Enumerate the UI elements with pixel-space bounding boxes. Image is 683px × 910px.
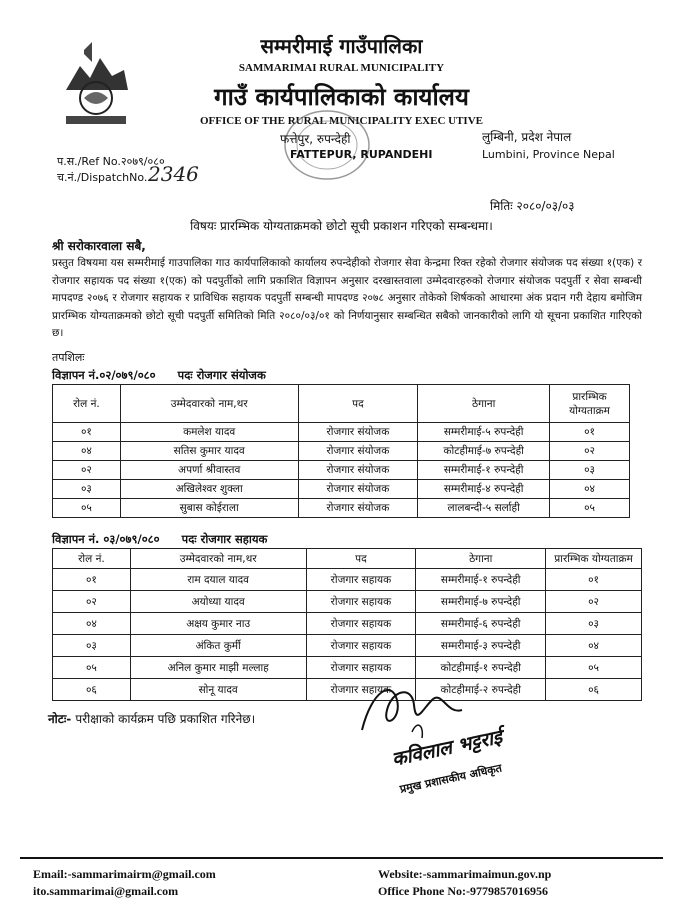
table-header-row: [53, 549, 642, 569]
footer-phone: Office Phone No:-9779857016956: [378, 884, 548, 898]
merit-rank: ०३: [550, 461, 630, 480]
merit-rank: ०५: [550, 499, 630, 518]
post-name: रोजगार सहायक: [306, 657, 416, 679]
footer-email-1: Email:-sammarimairm@gmail.com: [33, 867, 216, 881]
address: सम्मरीमाई-४ रुपन्देही: [418, 480, 550, 499]
table-row: [53, 461, 630, 480]
note-label: नोटः-: [48, 712, 72, 726]
candidate-name: सोनू यादव: [130, 679, 306, 701]
letter-subject: विषयः प्रारम्भिक योग्यताक्रमको छोटो सूची प्रकाशन गरिएको सम्बन्धमा।: [190, 219, 493, 233]
table-row: [53, 480, 630, 499]
candidate-name: सुबास कोईराला: [120, 499, 298, 518]
col-header: प्रारम्भिक योग्यताक्रम: [546, 549, 642, 569]
roll-number: ०३: [53, 635, 131, 657]
col-header: प्रारम्भिक योग्यताक्रम: [550, 385, 630, 423]
footer-divider: [20, 857, 663, 859]
signer-title: प्रमुख प्रशासकीय अधिकृत: [398, 761, 504, 796]
table-row: [53, 569, 642, 591]
province-en: Lumbini, Province Nepal: [482, 148, 615, 161]
table-row: [53, 591, 642, 613]
post-name: रोजगार सहायक: [306, 613, 416, 635]
post-name: रोजगार सहायक: [306, 569, 416, 591]
dispatch-label: च.नं./DispatchNo.: [57, 171, 148, 184]
merit-rank: ०१: [550, 423, 630, 442]
province-np: लुम्बिनी, प्रदेश नेपाल: [482, 130, 572, 144]
roll-number: ०३: [53, 480, 121, 499]
post-name: रोजगार सहायक: [306, 679, 416, 701]
roll-number: ०५: [53, 657, 131, 679]
merit-rank: ०३: [546, 613, 642, 635]
address: सम्मरीमाई-३ रुपन्देही: [416, 635, 546, 657]
reference-number: प.स./Ref No.२०७९/०८०: [57, 155, 165, 168]
signer-name: कविलाल भट्टराई: [389, 725, 505, 771]
roll-number: ०२: [53, 591, 131, 613]
municipality-name-np: सम्मरीमाई गाउँपालिका: [260, 34, 423, 58]
footer-email-2: ito.sammarimai@gmail.com: [33, 884, 179, 898]
candidate-name: अयोध्या यादव: [130, 591, 306, 613]
vacancy-post: पदः रोजगार सहायक: [181, 532, 268, 546]
roll-number: ०४: [53, 442, 121, 461]
col-header: उम्मेदवारको नाम,थर: [120, 385, 298, 423]
note: [48, 710, 255, 727]
post-name: रोजगार संयोजक: [298, 499, 418, 518]
location-np: फत्तेपुर, रुपन्देही: [280, 132, 351, 146]
dispatch-number: 2346: [148, 162, 199, 186]
vacancy-heading-2: [52, 532, 285, 547]
table-row: [53, 635, 642, 657]
post-name: रोजगार संयोजक: [298, 423, 418, 442]
merit-rank: ०२: [546, 591, 642, 613]
col-header: ठेगाना: [418, 385, 550, 423]
col-header: रोल नं.: [53, 385, 121, 423]
post-name: रोजगार संयोजक: [298, 461, 418, 480]
post-name: रोजगार संयोजक: [298, 480, 418, 499]
roll-number: ०४: [53, 613, 131, 635]
office-name-np: गाउँ कार्यपालिकाको कार्यालय: [214, 83, 469, 111]
address: सम्मरीमाई-६ रुपन्देही: [416, 613, 546, 635]
letter-body: प्रस्तुत विषयमा यस सम्मरीमाई गाउपालिका गाउ कार्यपालिकाको कार्यालय रुपन्देहीको रोजगार सेवा केन्द्रमा रिक्त रहेको रोजगार संयोजक पद संख्या १(एक) र रोजगार सहायक पद संख्या १(एक) को पदपुर्तीको लागि प्रकाशित विज्ञापन अनुसार दरखास्तवाला उम्मेदवारहरुको रोजगार संयोजक पदपुर्ती र सेवा सम्बन्धी मापदण्ड २०७६ र रोजगार सहायक र प्राविधिक सहायक पदपुर्ती सम्बन्धी मापदण्ड २०७८ अनुसार तोकेको शिर्षकको आधारमा अंक प्रदान गरी देहाय बमोजिम प्रारम्भिक योग्यताक्रमको छोटो सूची पदपुर्ती समितिको मिति २०८०/०३/०१ को निर्णयानुसार सम्बन्धित सबैको जानकारीको लागि यो सूचना प्रकाशित गारिएको छ।: [52, 257, 642, 340]
roll-number: ०६: [53, 679, 131, 701]
merit-rank: ०२: [550, 442, 630, 461]
vacancy-number: विज्ञापन नं. ०३/०७९/०८०: [52, 532, 160, 546]
table-row: [53, 679, 642, 701]
footer-website: Website:-sammarimaimun.gov.np: [378, 867, 552, 881]
address: कोटहीमाई-१ रुपन्देही: [416, 657, 546, 679]
table-header-row: [53, 385, 630, 423]
candidate-name: कमलेश यादव: [120, 423, 298, 442]
roll-number: ०५: [53, 499, 121, 518]
merit-rank: ०५: [546, 657, 642, 679]
salutation: श्री सरोकारवाला सबै,: [52, 239, 146, 253]
col-header: रोल नं.: [53, 549, 131, 569]
table-row: [53, 657, 642, 679]
table-row: [53, 442, 630, 461]
address: कोटहीमाई-७ रुपन्देही: [418, 442, 550, 461]
merit-rank: ०६: [546, 679, 642, 701]
col-header: ठेगाना: [416, 549, 546, 569]
candidate-name: अक्षय कुमार नाउ: [130, 613, 306, 635]
municipality-name-en: SAMMARIMAI RURAL MUNICIPALITY: [238, 62, 445, 74]
roll-number: ०२: [53, 461, 121, 480]
details-label: तपशिलः: [52, 351, 85, 364]
post-name: रोजगार संयोजक: [298, 442, 418, 461]
candidate-table-assistant: [52, 548, 642, 701]
col-header: पद: [306, 549, 416, 569]
location-en: FATTEPUR, RUPANDEHI: [290, 148, 433, 161]
address: लालबन्दी-५ सर्लाही: [418, 499, 550, 518]
post-name: रोजगार सहायक: [306, 635, 416, 657]
table-row: [53, 499, 630, 518]
merit-rank: ०४: [550, 480, 630, 499]
office-name-en: OFFICE OF THE RURAL MUNICIPALITY EXEC UTIVE: [200, 115, 483, 127]
post-name: रोजगार सहायक: [306, 591, 416, 613]
vacancy-heading-1: [52, 368, 284, 383]
address: सम्मरीमाई-१ रुपन्देही: [418, 461, 550, 480]
vacancy-number: विज्ञापन नं.०२/०७९/०८०: [52, 368, 156, 382]
candidate-name: राम दयाल यादव: [130, 569, 306, 591]
roll-number: ०१: [53, 569, 131, 591]
letter-date: मितिः २०८०/०३/०३: [490, 199, 575, 213]
col-header: पद: [298, 385, 418, 423]
address: कोटहीमाई-२ रुपन्देही: [416, 679, 546, 701]
candidate-name: अंकित कुर्मी: [130, 635, 306, 657]
col-header: उम्मेदवारको नाम,थर: [130, 549, 306, 569]
vacancy-post: पदः रोजगार संयोजक: [177, 368, 266, 382]
address: सम्मरीमाई-५ रुपन्देही: [418, 423, 550, 442]
merit-rank: ०४: [546, 635, 642, 657]
table-row: [53, 423, 630, 442]
roll-number: ०१: [53, 423, 121, 442]
note-text: परीक्षाको कार्यक्रम पछि प्रकाशित गरिनेछ।: [75, 712, 256, 726]
candidate-name: अनिल कुमार माझी मल्लाह: [130, 657, 306, 679]
candidate-table-coordinator: [52, 384, 630, 518]
candidate-name: अखिलेश्वर शुक्ला: [120, 480, 298, 499]
address: सम्मरीमाई-७ रुपन्देही: [416, 591, 546, 613]
address: सम्मरीमाई-१ रुपन्देही: [416, 569, 546, 591]
candidate-name: अपर्णा श्रीवास्तव: [120, 461, 298, 480]
merit-rank: ०१: [546, 569, 642, 591]
candidate-name: सतिस कुमार यादव: [120, 442, 298, 461]
table-row: [53, 613, 642, 635]
